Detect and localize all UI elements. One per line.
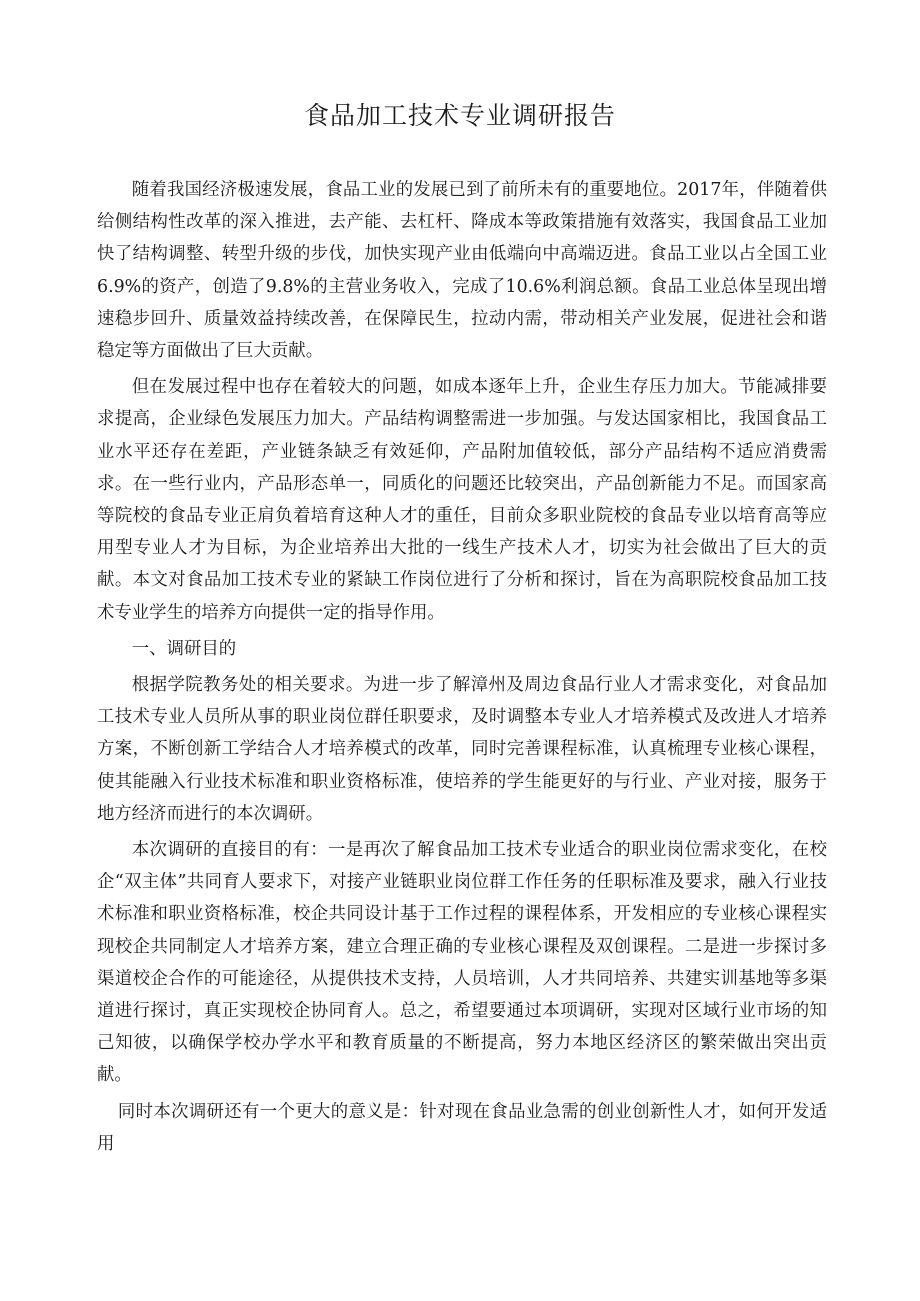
document-title: 食品加工技术专业调研报告: [303, 101, 616, 130]
section-heading-research-purpose: 一、调研目的: [131, 638, 237, 659]
paragraph-purpose: 根据学院教务处的相关要求。为进一步了解漳州及周边食品行业人才需求变化，对食品加工技术专业人员所从事的职业岗位群任职要求，及时调整本专业人才培养模式及改进人才培养方案，不断创新工学结合人才培养模式的改革，同时完善课程标准，认真梳理专业核心课程，使其能融入行业技术标准和职业资格标准，使培养的学生能更好的与行业、产业对接，服务于地方经济而进行的本次调研。: [97, 675, 827, 824]
paragraph-direct-goals: 本次调研的直接目的有：一是再次了解食品加工技术专业适合的职业岗位需求变化，在校企“双主体”共同育人要求下，对接产业链职业岗位群工作任务的任职标准及要求，融入行业技术标准和职业资格标准，校企共同设计基于工作过程的课程体系，开发相应的专业核心课程实现校企共同制定人才培养方案，建立合理正确的专业核心课程及双创课程。二是进一步探讨多渠道校企合作的可能途径，从提供技术支持，人员培训，人才共同培养、共建实训基地等多渠道进行探讨，真正实现校企协同育人。总之，希望要通过本项调研，实现对区域行业市场的知己知彼，以确保学校办学水平和教育质量的不断提高，努力本地区经济区的繁荣做出突出贡献。: [97, 840, 827, 1086]
paragraph-problems: 但在发展过程中也存在着较大的问题，如成本逐年上升，企业生存压力加大。节能减排要求提高，企业绿色发展压力加大。产品结构调整需进一步加强。与发达国家相比，我国食品工业水平还存在差距，产业链条缺乏有效延仰，产品附加值较低，部分产品结构不适应消费需求。在一些行业内，产品形态单一，同质化的问题还比较突出，产品创新能力不足。而国家高等院校的食品专业正肩负着培育这种人才的重任，目前众多职业院校的食品专业以培育高等应用型专业人才为目标，为企业培养出大批的一线生产技术人才，切实为社会做出了巨大的贡献。本文对食品加工技术专业的紧缺工作岗位进行了分析和探讨，旨在为高职院校食品加工技术专业学生的培养方向提供一定的指导作用。: [97, 377, 827, 623]
paragraph-significance: 同时本次调研还有一个更大的意义是：针对现在食品业急需的创业创新性人才，如何开发适用: [97, 1101, 827, 1154]
paragraph-intro: 随着我国经济极速发展，食品工业的发展已到了前所未有的重要地位。2017年，伴随着供给侧结构性改革的深入推进，去产能、去杠杆、降成本等政策措施有效落实，我国食品工业加快了结构调整、转型升级的步伐，加快实现产业由低端向中高端迈进。食品工业以占全国工业6.9%的资产，创造了9.8%的主营业务收入，完成了10.6%利润总额。食品工业总体呈现出增速稳步回升、质量效益持续改善，在保障民生，拉动内需，带动相关产业发展，促进社会和谐稳定等方面做出了巨大贡献。: [97, 180, 827, 362]
document-body: [97, 174, 827, 1160]
